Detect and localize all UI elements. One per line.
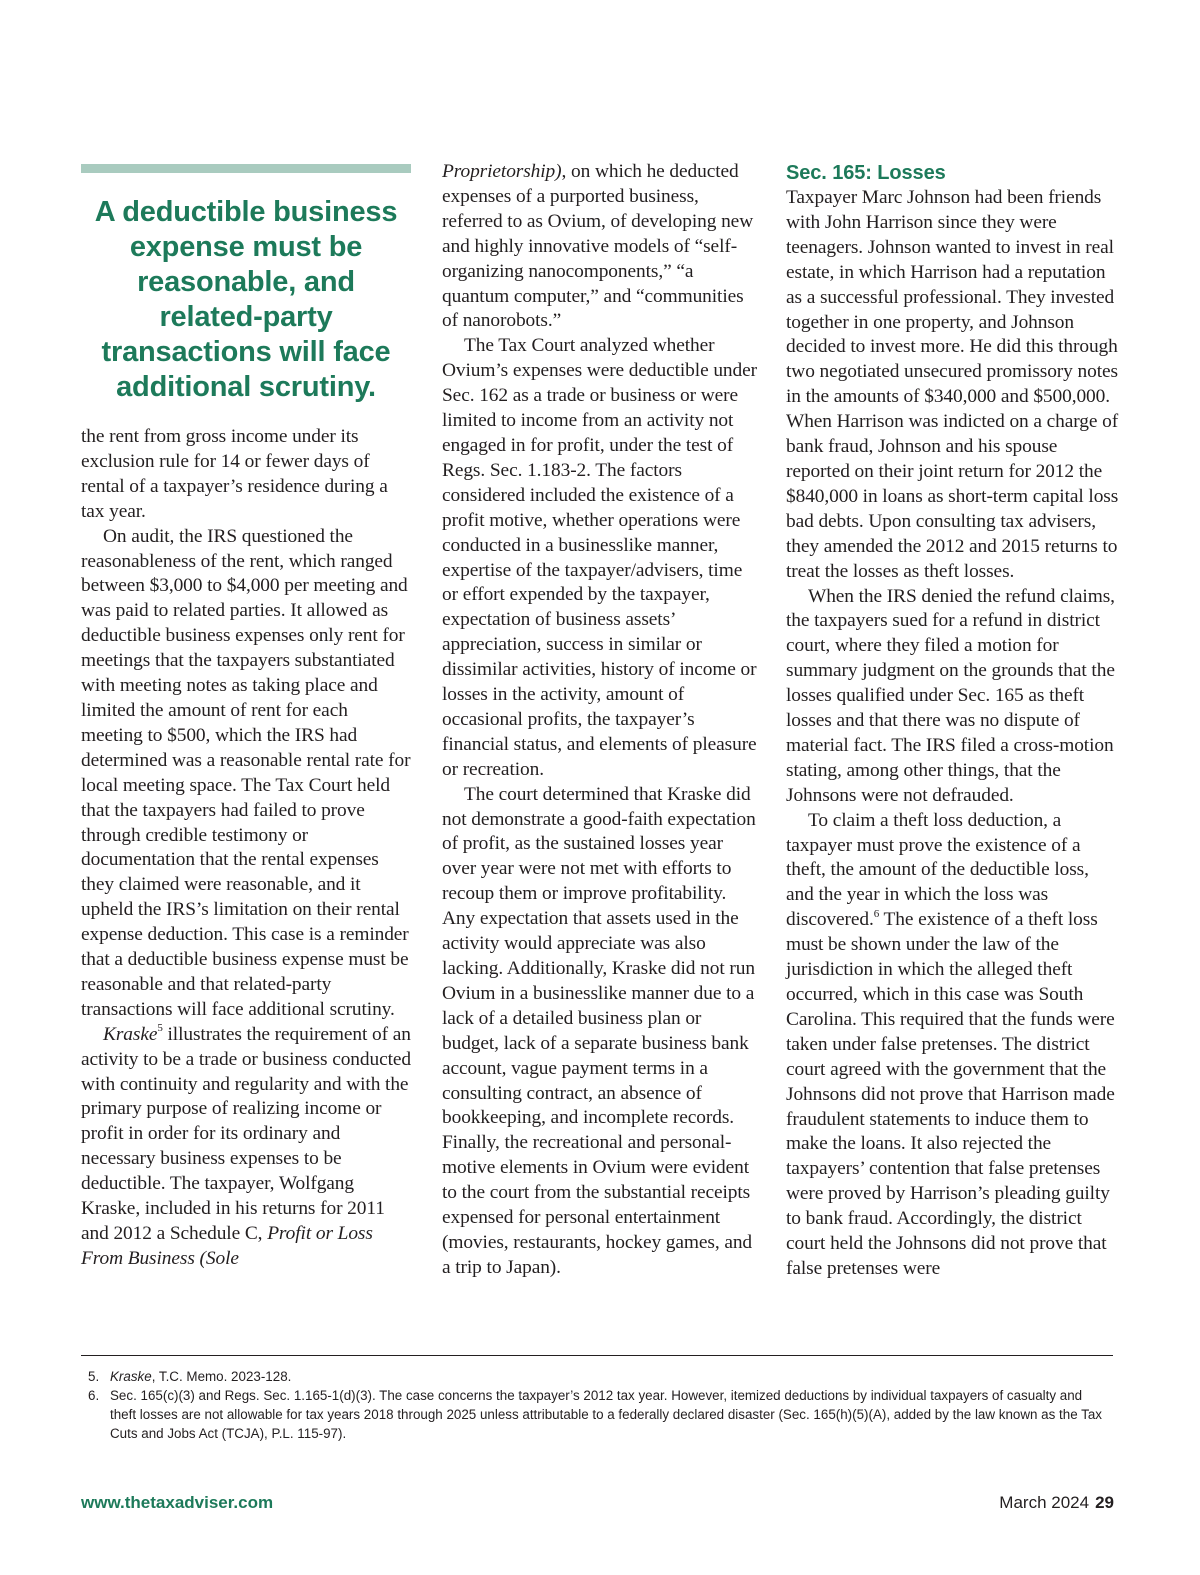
footnote-text [110,1386,1108,1443]
footer-issue [999,1493,1114,1513]
footer-website[interactable]: www.thetaxadviser.com [81,1493,274,1512]
case-name: Kraske [103,1023,158,1045]
paragraph [442,160,758,334]
footnote-body: Sec. 165(c)(3) and Regs. Sec. 1.165-1(d)(3). The case concerns the taxpayer’s 2012 tax year. However, itemized deductions by individual taxpayers of casualty and theft losses are not allowable for tax years 2018 through 2025 unless attributable to a federally declared disaster (Sec. 165(h)(5)(A), added by the law known as the Tax Cuts and Jobs Act (TCJA), P.L. 115-97). [110,1388,1102,1441]
paragraph-text: illustrates the requirement of an activity to be a trade or business conducted with continuity and regularity and with the primary purpose of realizing income or profit in order for its ordinary and necessary business expenses to be deductible. The taxpayer, Wolfgang Kraske, included in his returns for 2011 and 2012 a Schedule C, [81,1023,411,1244]
paragraph-text: To claim a theft loss deduction, a taxpayer must prove the existence of a theft, the amount of the deductible loss, and the year in which the loss was discovered. [786,809,1089,931]
paragraph: Taxpayer Marc Johnson had been friends with John Harrison since they were teenagers. Johnson wanted to invest in real estate, in which Harrison had a reputation as a successful professional. They invested together in one property, and Johnson decided to invest more. He did this through two negotiated unsecured promissory notes in the amounts of $340,000 and $500,000. When Harrison was indicted on a charge of bank fraud, Johnson and his spouse reported on their joint return for 2012 the $840,000 in loans as short-term capital loss bad debts. Upon consulting tax advisers, they amended the 2012 and 2015 returns to treat the losses as theft losses. [786,187,1119,582]
footnote [88,1367,1108,1386]
footnote-number: 5. [88,1369,100,1384]
column-left [81,160,411,1272]
paragraph [81,1023,411,1272]
paragraph: The court determined that Kraske did not demonstrate a good-faith expectation of profit, as the sustained losses year over year were not met with efforts to recoup them or improve profitability. Any expectation that assets used in the activity would appreciate was also lacking. Additionally, Kraske did not run Ovium in a businesslike manner due to a lack of a detailed business plan or budget, lack of a separate business bank account, vague payment terms in a consulting contract, an absence of bookkeeping, and incomplete records. Finally, the recreational and personal-motive elements in Ovium were evident to the court from the substantial receipts expensed for personal entertainment (movies, restaurants, hockey games, and a trip to Japan). [442,783,756,1278]
footnotes [88,1367,1108,1443]
paragraph: The Tax Court analyzed whether Ovium’s expenses were deductible under Sec. 162 as a trade or business or were limited to income from an activity not engaged in for profit, under the test of Regs. Sec. 1.183-2. The factors considered included the existence of a profit motive, whether operations were conducted in a businesslike manner, expertise of the taxpayer/advisers, time or effort expended by the taxpayer, expectation of business assets’ appreciation, success in similar or dissimilar activities, history of income or losses in the activity, amount of occasional profits, the taxpayer’s financial status, and elements of pleasure or recreation. [442,335,757,780]
paragraph: When the IRS denied the refund claims, the taxpayers sued for a refund in district court, where they filed a motion for summary judgment on the grounds that the losses qualified under Sec. 165 as theft losses and that there was no dispute of material fact. The IRS filed a cross-motion stating, among other things, that the Johnsons were not defrauded. [786,585,1115,806]
paragraph [786,809,1120,1282]
form-title: Proprietorship) [442,161,562,182]
paragraph: the rent from gross income under its exclusion rule for 14 or fewer days of rental of a taxpayer’s residence during a tax year. [81,426,388,522]
footer-date: March 2024 [999,1493,1090,1512]
column-middle [442,160,758,1281]
footnote-text [110,1367,1108,1386]
paragraph-text: The existence of a theft loss must be shown under the law of the jurisdiction in which the alleged theft occurred, which in this case was South Carolina. This required that the funds were taken under false pretenses. The district court agreed with the government that the Johnsons did not prove that Harrison made fraudulent statements to induce them to make the loans. It also rejected the taxpayers’ contention that false pretenses were proved by Harrison’s pleading guilty to bank fraud. Accordingly, the district court held the Johnsons did not prove that false pretenses were [786,909,1115,1279]
paragraph: On audit, the IRS questioned the reasonableness of the rent, which ranged between $3,000 to $4,000 per meeting and was paid to related parties. It allowed as deductible business expenses only rent for meetings that the taxpayers substantiated with meeting notes as taking place and limited the amount of rent for each meeting to $500, which the IRS had determined was a reasonable rental rate for local meeting space. The Tax Court held that the taxpayers had failed to prove through credible testimony or documentation that the rental expenses they claimed were reasonable, and it upheld the IRS’s limitation on their rental expense deduction. This case is a reminder that a deductible business expense must be reasonable and that related-party transactions will face additional scrutiny. [81,525,411,1020]
footnote-body: , T.C. Memo. 2023-128. [151,1369,292,1384]
footnote [88,1386,1108,1443]
column-right [786,160,1120,1282]
footnote-ref: 5 [157,1022,163,1035]
form-title: Profit or Loss From Business (Sole [81,1223,373,1269]
case-name: Kraske [110,1369,152,1384]
footnote-divider [81,1355,1113,1356]
paragraph-text: , on which he deducted expenses of a purported business, referred to as Ovium, of developing new and highly innovative models of “self-organizing nanocomponents,” “a quantum computer,” and “communities of nanorobots.” [442,161,754,332]
section-heading: Sec. 165: Losses [786,162,946,184]
pullquote-rule [81,164,411,173]
page-number: 29 [1095,1493,1114,1512]
footnote-ref: 6 [873,907,880,920]
footnote-number: 6. [88,1388,100,1403]
pullquote: A deductible business expense must be reasonable, and related-party transactions will face additional scrutiny. [94,196,398,403]
